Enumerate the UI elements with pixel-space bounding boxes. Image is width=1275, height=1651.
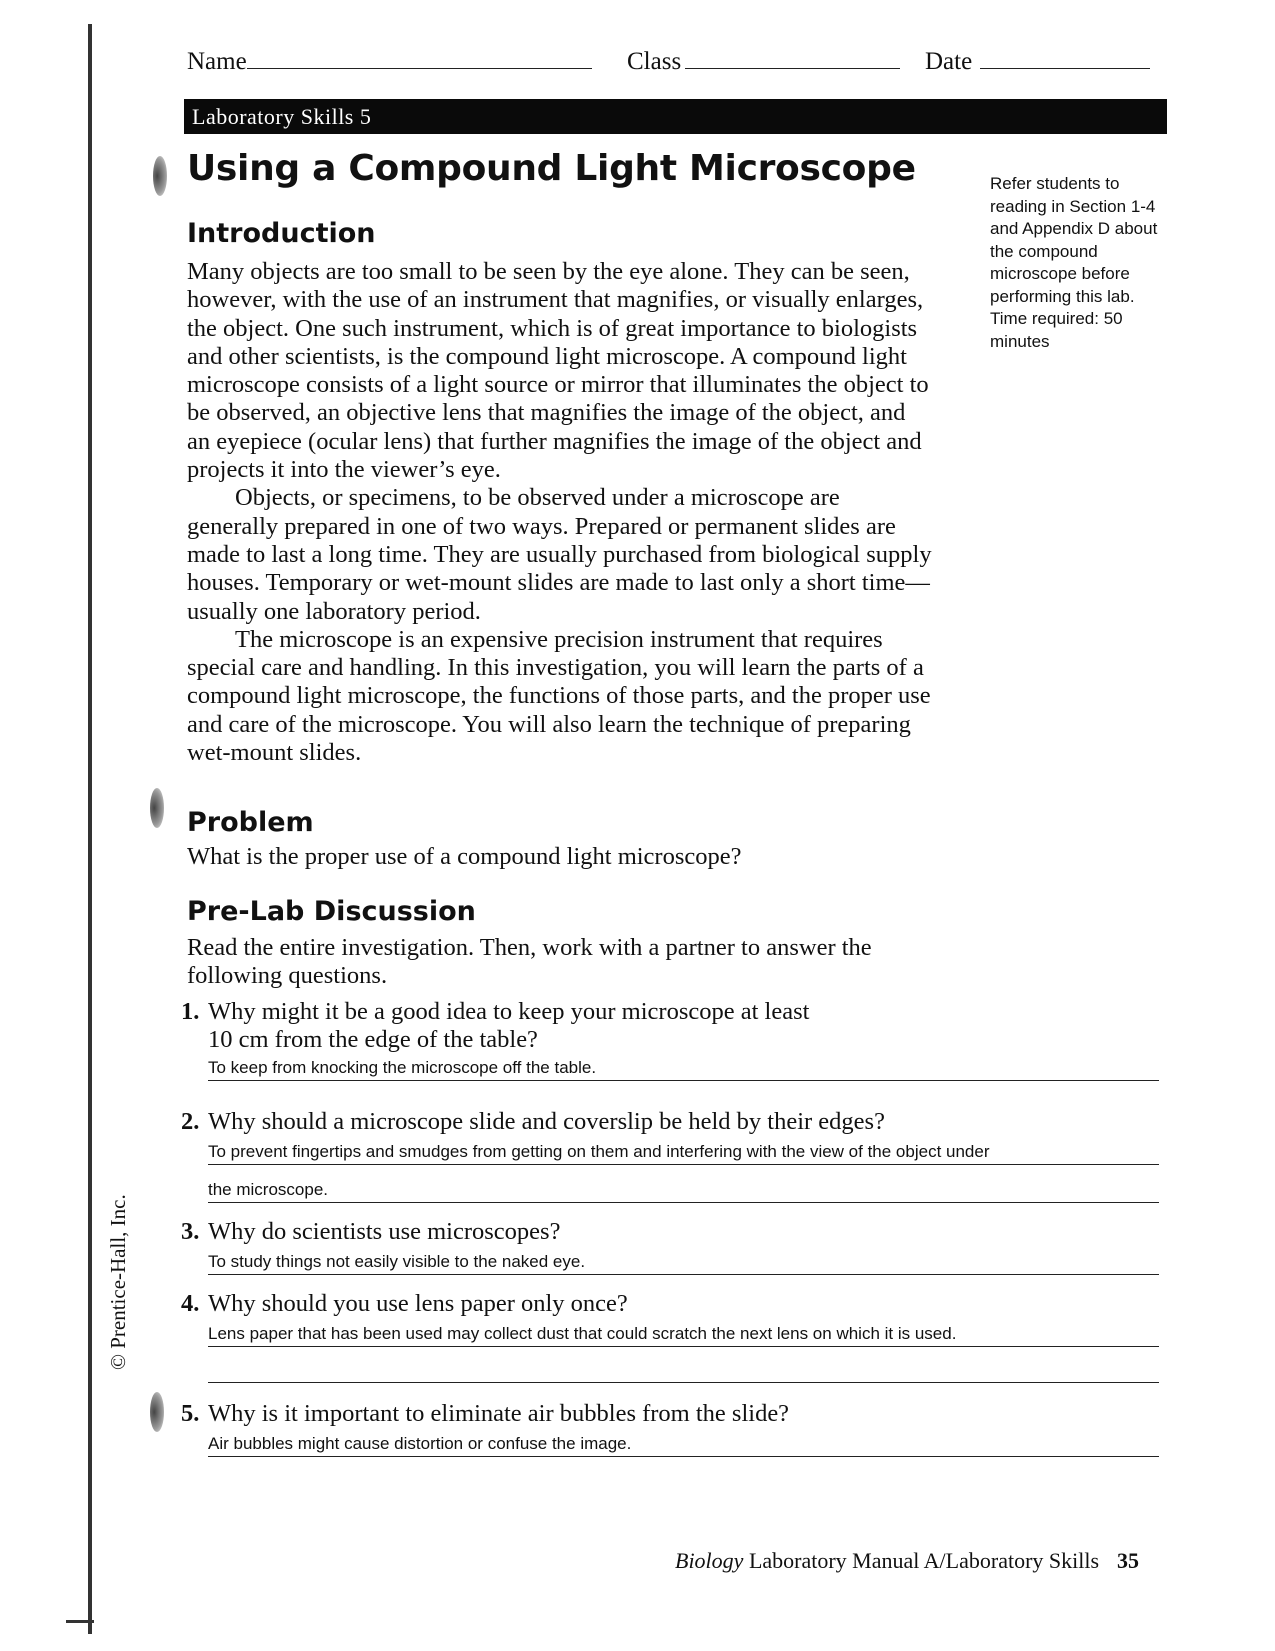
name-field[interactable] bbox=[187, 48, 592, 76]
punch-hole-mark bbox=[150, 1392, 164, 1432]
question-text: 10 cm from the edge of the table? bbox=[208, 1026, 538, 1053]
copyright-notice: © Prentice-Hall, Inc. bbox=[106, 1194, 130, 1370]
answer-line[interactable]: Lens paper that has been used may collect dust that could scratch the next lens on which it is used. bbox=[208, 1324, 1159, 1347]
answer-line[interactable]: To keep from knocking the microscope off the table. bbox=[208, 1058, 1159, 1081]
question-number: 5. bbox=[181, 1400, 200, 1427]
page-footer bbox=[675, 1548, 1139, 1574]
answer-line[interactable] bbox=[208, 1360, 1159, 1383]
answer-line[interactable]: To prevent fingertips and smudges from getting on them and interfering with the view of the object under bbox=[208, 1142, 1159, 1165]
question-3 bbox=[181, 1218, 560, 1246]
punch-hole-mark bbox=[153, 156, 167, 196]
punch-hole-mark bbox=[150, 788, 164, 828]
question-4 bbox=[181, 1290, 628, 1318]
question-1 bbox=[181, 998, 809, 1054]
problem-heading: Problem bbox=[187, 807, 314, 838]
question-2 bbox=[181, 1108, 885, 1136]
class-field[interactable] bbox=[627, 48, 900, 76]
binding-edge-foot bbox=[66, 1620, 94, 1623]
question-text: Why do scientists use microscopes? bbox=[208, 1218, 561, 1245]
page-number: 35 bbox=[1117, 1548, 1140, 1573]
question-number: 1. bbox=[181, 998, 200, 1025]
question-text: Why should a microscope slide and coverslip be held by their edges? bbox=[208, 1108, 885, 1135]
problem-text: What is the proper use of a compound light microscope? bbox=[187, 843, 742, 870]
prelab-intro: Read the entire investigation. Then, work with a partner to answer the following questions. bbox=[187, 934, 872, 990]
intro-paragraph: Many objects are too small to be seen by the eye alone. They can be seen, however, with the use of an instrument that magnifies, or visually enlarges, the object. One such instrument, which is of great importance to biologists and other scientists, is the compound light microscope. A compound light microscope consists of a light source or mirror that illuminates the object to be observed, an objective lens that magnifies the image of the object, and an eyepiece (ocular lens) that further magnifies the image of the object and projects it into the viewer’s eye. bbox=[187, 258, 929, 484]
class-label: Class bbox=[627, 48, 682, 75]
introduction-text bbox=[187, 258, 932, 767]
name-label: Name bbox=[187, 48, 247, 75]
question-number: 4. bbox=[181, 1290, 200, 1317]
question-5 bbox=[181, 1400, 789, 1428]
question-text: Why should you use lens paper only once? bbox=[208, 1290, 628, 1317]
answer-line[interactable]: Air bubbles might cause distortion or confuse the image. bbox=[208, 1434, 1159, 1457]
intro-paragraph: The microscope is an expensive precision instrument that requires special care and handling. In this investigation, you will learn the parts of a compound light microscope, the functions of those parts, and the proper use and care of the microscope. You will also learn the technique of preparing wet-mount slides. bbox=[187, 625, 931, 767]
teacher-note: Refer students to reading in Section 1-4 and Appendix D about the compound microscope before performing this lab. Time required: 50 minutes bbox=[990, 174, 1158, 351]
question-number: 2. bbox=[181, 1108, 200, 1135]
date-label: Date bbox=[925, 48, 973, 75]
name-line[interactable] bbox=[247, 48, 592, 69]
class-line[interactable] bbox=[685, 48, 900, 69]
question-text: Why might it be a good idea to keep your microscope at least bbox=[208, 998, 810, 1025]
answer-line[interactable]: To study things not easily visible to the naked eye. bbox=[208, 1252, 1159, 1275]
question-text: Why is it important to eliminate air bubbles from the slide? bbox=[208, 1400, 790, 1427]
date-field[interactable] bbox=[925, 48, 1150, 76]
footer-text: Laboratory Manual A/Laboratory Skills bbox=[743, 1548, 1100, 1573]
introduction-heading: Introduction bbox=[187, 218, 376, 249]
answer-line[interactable]: the microscope. bbox=[208, 1180, 1159, 1203]
question-number: 3. bbox=[181, 1218, 200, 1245]
date-line[interactable] bbox=[980, 48, 1150, 69]
page-title: Using a Compound Light Microscope bbox=[187, 148, 916, 189]
prelab-heading: Pre-Lab Discussion bbox=[187, 896, 476, 927]
intro-paragraph: Objects, or specimens, to be observed under a microscope are generally prepared in one of two ways. Prepared or permanent slides are made to last a long time. They are usually purchased from biological supply houses. Temporary or wet-mount slides are made to last only a short time—usually one laboratory period. bbox=[187, 484, 932, 625]
binding-edge bbox=[88, 24, 92, 1634]
section-banner: Laboratory Skills 5 bbox=[184, 99, 1167, 134]
footer-book-title: Biology bbox=[675, 1548, 744, 1573]
